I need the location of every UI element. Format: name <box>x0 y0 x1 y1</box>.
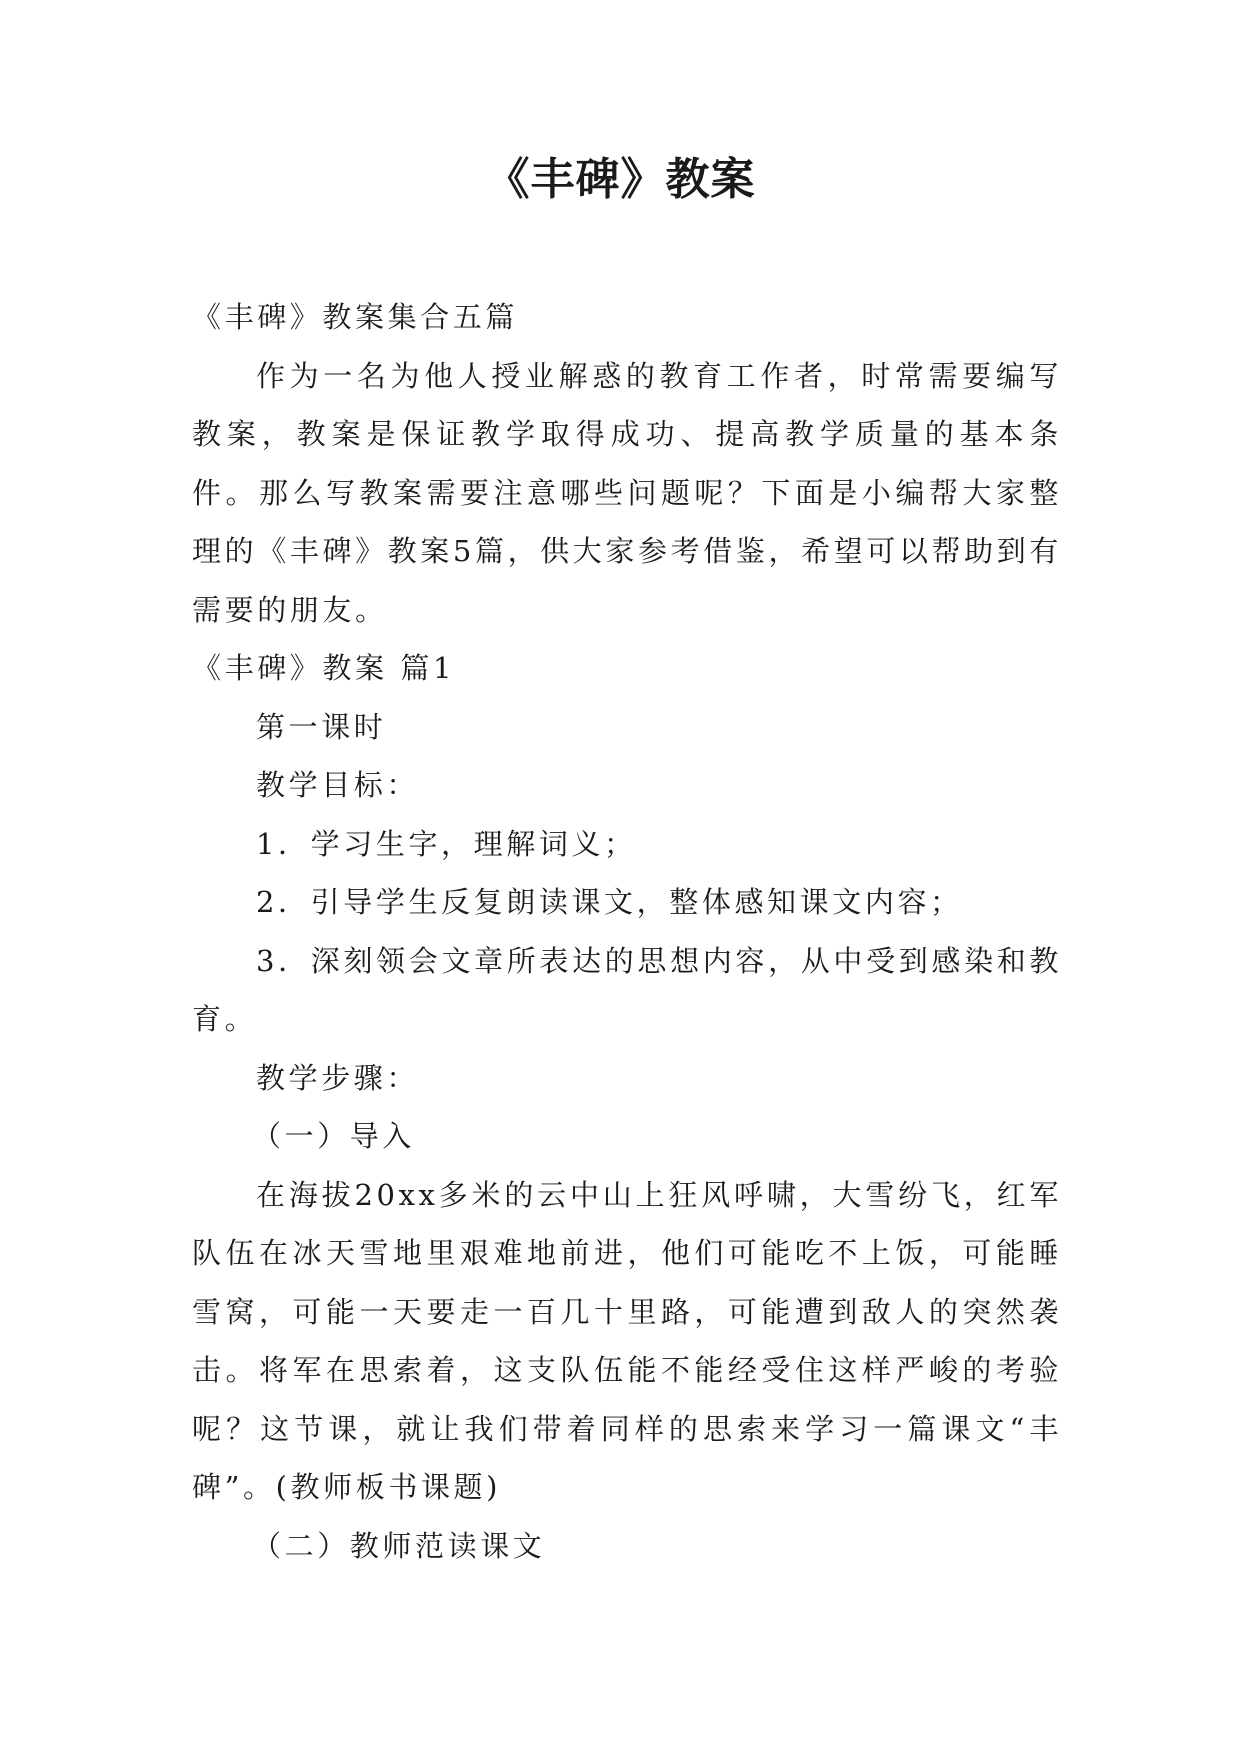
steps-heading: 教学步骤： <box>256 1060 420 1095</box>
objective-item: 3．深刻领会文章所表达的思想内容，从中受到感染和教育。 <box>192 943 1062 1036</box>
step-heading: （二）教师范读课文 <box>252 1528 546 1563</box>
collection-heading: 《丰碑》教案集合五篇 <box>192 300 519 334</box>
step-heading: （一）导入 <box>252 1119 416 1153</box>
step-paragraph: 在海拔20xx多米的云中山上狂风呼啸，大雪纷飞，红军队伍在冰天雪地里艰难地前进，他们可能吃不上饭，可能睡雪窝，可能一天要走一百几十里路，可能遭到敌人的突然袭击。将军在思索着，这支队伍能不能经受住这样严峻的考验呢？这节课，就让我们带着同样的思索来学习一篇课文“丰碑”。(教师板书课题) <box>192 1177 1062 1504</box>
objective-item: 1．学习生字，理解词义； <box>256 826 637 861</box>
objective-item: 2．引导学生反复朗读课文，整体感知课文内容； <box>256 885 963 919</box>
document-body <box>192 288 1062 1575</box>
section-heading: 《丰碑》教案 篇1 <box>192 651 456 685</box>
objectives-heading: 教学目标： <box>256 768 420 802</box>
intro-paragraph: 作为一名为他人授业解惑的教育工作者，时常需要编写教案，教案是保证教学取得成功、提高教学质量的基本条件。那么写教案需要注意哪些问题呢？下面是小编帮大家整理的《丰碑》教案5篇，供大家参考借鉴，希望可以帮助到有需要的朋友。 <box>192 358 1062 627</box>
lesson-heading: 第一课时 <box>256 709 387 744</box>
document-title: 《丰碑》教案 <box>485 154 756 205</box>
